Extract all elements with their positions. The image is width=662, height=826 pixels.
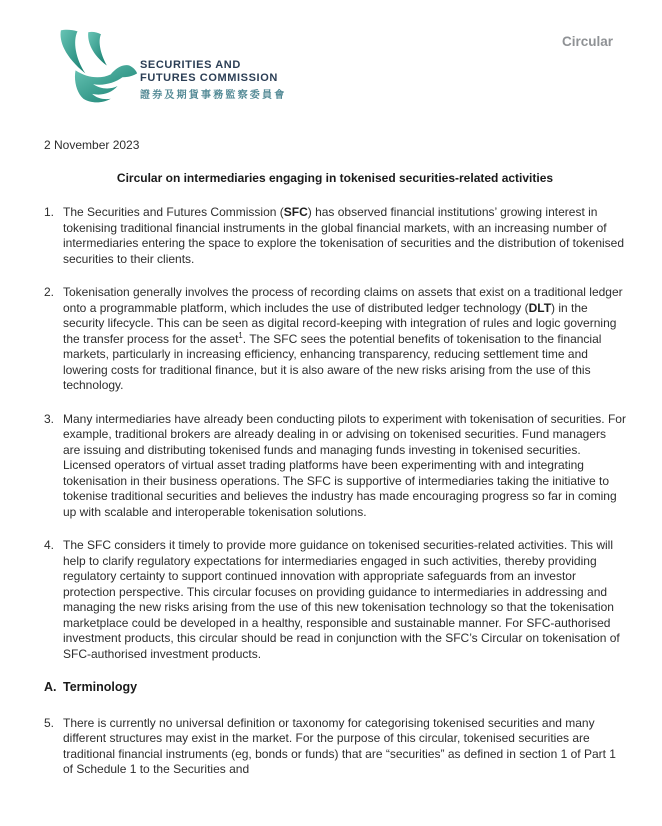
- logo-line-chinese: 證券及期貨事務監察委員會: [140, 90, 287, 101]
- circular-label: Circular: [561, 34, 613, 49]
- paragraph-text: The SFC considers it timely to provide more guidance on tokenised securities-related activities. This will help to clarify regulatory expectations for intermediaries engaged in such activities, thereby providing regulatory certainty to support continued innovation with appropriate safeguards from an investor protection perspective. This circular focuses on providing guidance to intermediaries in addressing and managing the new risks arising from the use of this new tokenisation technology so that the tokenisation marketplace could be developed in a healthy, responsible and sustainable manner. For SFC-authorised investment products, this circular should be read in conjunction with the SFC’s Circular on tokenisation of SFC-authorised investment products.: [63, 538, 620, 661]
- logo-line-1: SECURITIES AND: [140, 59, 241, 71]
- paragraph-text: There is currently no universal definition or taxonomy for categorising tokenised securities and many different structures may exist in the market. For the purpose of this circular, tokenised securities are traditional financial instruments (eg, bonds or funds) that are “securities” as defined in section 1 of Part 1 of Schedule 1 to the Securities and: [63, 715, 616, 776]
- document-date: 2 November 2023: [44, 138, 140, 152]
- paragraph-number: 5.: [44, 715, 55, 730]
- sfc-logo: [140, 59, 286, 101]
- paragraph-number: 3.: [44, 411, 55, 426]
- numbered-paragraph: [44, 285, 626, 394]
- paragraph-number: 4.: [44, 538, 55, 552]
- document-title: Circular on intermediaries engaging in tokenised securities-related activities: [116, 170, 554, 185]
- numbered-paragraph: [44, 716, 626, 778]
- section-heading: [44, 680, 626, 696]
- sfc-eagle-icon: [56, 29, 142, 104]
- document-main: [44, 138, 626, 796]
- document-body: [44, 205, 626, 778]
- section-letter: A.: [44, 680, 57, 694]
- paragraph-text: Many intermediaries have already been conducting pilots to experiment with tokenisation of securities. For example, traditional brokers are already dealing in or advising on tokenised securities. Fund managers are issuing and distributing tokenised funds and managing funds investing in tokenised securities. Licensed operators of virtual asset trading platforms have been experimenting with and integrating tokenisation in their business operations. The SFC is supportive of intermediaries taking the initiative to tokenise traditional securities and believes the industry has made encouraging progress so far in coming up with scalable and interoperable tokenisation solutions.: [63, 411, 626, 519]
- numbered-paragraph: [44, 538, 626, 662]
- paragraph-number: 2.: [44, 285, 55, 299]
- paragraph-text: The Securities and Futures Commission (SFC) has observed financial institutions’ growing interest in tokenising traditional financial instruments in the global financial markets, with an increasing number of intermediaries entering the space to explore the tokenisation of securities and the distribution of tokenised securities to their clients.: [63, 205, 624, 266]
- section-heading-text: Terminology: [63, 680, 138, 694]
- paragraph-text: Tokenisation generally involves the process of recording claims on assets that exist on a traditional ledger onto a programmable platform, which includes the use of distributed ledger technology (DLT) in the security lifecycle. This can be seen as digital record-keeping with integration of rules and logic governing the transfer process for the asset$^1$. The SFC sees the potential benefits of tokenisation to the financial markets, particularly in increasing efficiency, enhancing transparency, reducing settlement time and lowering costs for traditional finance, but it is also aware of the new risks arising from the use of this technology.: [63, 285, 623, 392]
- paragraph-number: 1.: [44, 205, 55, 219]
- logo-line-2: FUTURES COMMISSION: [140, 71, 278, 84]
- numbered-paragraph: [44, 412, 626, 521]
- numbered-paragraph: [44, 205, 626, 267]
